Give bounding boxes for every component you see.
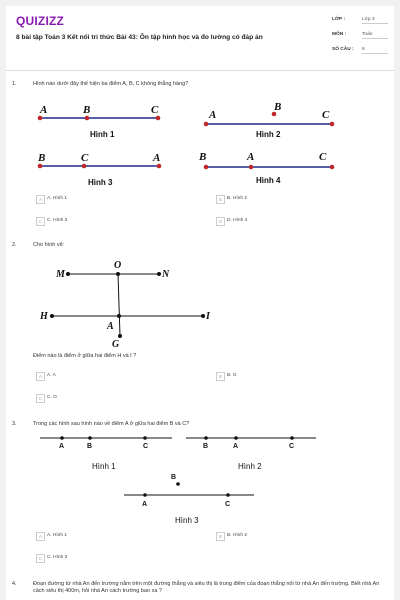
- option-letter: A: [36, 372, 45, 381]
- q2-label-a: A: [107, 321, 114, 332]
- option-text: B. Hình 2: [227, 196, 247, 201]
- q1-fig1-point-c: [156, 116, 161, 121]
- q1-fig3-caption: Hình 3: [88, 178, 113, 187]
- q3-fig2-label-c: C: [289, 443, 295, 450]
- option-letter: C: [36, 217, 45, 226]
- question-2-text: Cho hình vẽ:: [33, 242, 65, 248]
- option-text: C. O: [47, 395, 57, 400]
- q2-point-n: [157, 272, 161, 276]
- q3-fig3-point-a: [143, 493, 147, 497]
- q2-label-m: M: [56, 269, 65, 280]
- question-4-text: Đoạn đường từ nhà An đến trường nằm trên một đường thẳng và siêu thị là trung điểm của đoạn thẳng nối từ nhà An đến trường. Biết nhà An cách siêu thị 400m, hỏi nhà An cách trường bao xa ?: [33, 581, 380, 594]
- q1-fig2-point-c: [330, 122, 335, 127]
- q1-fig3-point-c: [82, 164, 87, 169]
- q3-fig3-point-c: [226, 493, 230, 497]
- q1-fig1-caption: Hình 1: [90, 130, 115, 139]
- question-3-text: Trong các hình sau hình nào về điểm A ở giữa hai điểm B và C?: [33, 421, 190, 427]
- question-1-figures: [6, 94, 394, 194]
- q3-fig2-caption: Hình 2: [238, 462, 262, 471]
- worksheet-page: [6, 6, 394, 600]
- question-4-number: 4.: [12, 581, 17, 587]
- q1-fig1-label-c: C: [151, 104, 159, 116]
- q3-fig1-label-b: B: [87, 443, 93, 450]
- q3-fig1-point-a: [60, 436, 64, 440]
- grade-label: LỚP :: [332, 17, 346, 22]
- q1-fig4-point-b: [204, 165, 209, 170]
- q3-fig2-point-b: [204, 436, 208, 440]
- grade-value: [362, 17, 388, 24]
- subject-value-text: Toán: [362, 32, 373, 37]
- q2-line-og: [118, 274, 120, 336]
- q1-fig4-point-a: [249, 165, 254, 170]
- subject-value: [362, 32, 388, 39]
- q1-fig4-caption: Hình 4: [256, 176, 281, 185]
- worksheet-header: [6, 6, 394, 71]
- q1-fig3-point-a: [157, 164, 162, 169]
- subject-label: MÔN :: [332, 32, 347, 37]
- worksheet-title: 8 bài tập Toán 3 Kết nối tri thức Bài 43: Ôn tập hình học và đo lường có đáp án: [16, 34, 263, 41]
- option-text: C. Hình 3: [47, 555, 68, 560]
- q2-point-h: [50, 314, 54, 318]
- option-letter: C: [36, 554, 45, 563]
- question-1-text: Hình nào dưới đây thể hiện ba điểm A, B, C không thẳng hàng?: [33, 81, 189, 87]
- option-letter: D: [216, 217, 225, 226]
- option-letter: A: [36, 532, 45, 541]
- q2-label-o: O: [114, 260, 122, 271]
- q1-fig1-point-b: [85, 116, 90, 121]
- q3-fig1-caption: Hình 1: [92, 462, 116, 471]
- q2-point-a: [117, 314, 121, 318]
- option-letter: C: [36, 394, 45, 403]
- q1-fig4-label-a: A: [247, 151, 255, 163]
- q1-fig1-label-b: B: [83, 104, 91, 116]
- q3-fig3-label-c: C: [225, 501, 231, 508]
- q3-fig1-label-a: A: [59, 443, 65, 450]
- question-3-figures: [6, 428, 394, 528]
- q1-fig2-label-c: C: [322, 109, 330, 121]
- q3-fig2-point-c: [290, 436, 294, 440]
- q2-point-m: [66, 272, 70, 276]
- q3-fig3-point-b: [176, 482, 180, 486]
- q3-fig3-label-b: B: [171, 474, 177, 481]
- q2-label-g: G: [112, 339, 120, 350]
- option-letter: A: [36, 195, 45, 204]
- q1-fig3-label-b: B: [38, 152, 46, 164]
- q3-fig3-caption: Hình 3: [175, 516, 199, 525]
- quizizz-logo: QUIZIZZ: [16, 14, 65, 28]
- option-text: B. G: [227, 373, 237, 378]
- count-value: [362, 47, 388, 54]
- q3-fig1-point-c: [143, 436, 147, 440]
- q2-label-n: N: [162, 269, 170, 280]
- option-letter: B: [216, 372, 225, 381]
- option-letter: B: [216, 195, 225, 204]
- q1-fig4-point-c: [330, 165, 335, 170]
- q1-fig1-label-a: A: [40, 104, 48, 116]
- q1-fig4-label-c: C: [319, 151, 327, 163]
- option-text: A. A: [47, 373, 56, 378]
- q2-label-i: I: [206, 311, 210, 322]
- count-value-text: 8: [362, 47, 365, 52]
- q1-fig3-label-c: C: [81, 152, 89, 164]
- question-2-subtext: Điểm nào là điểm ở giữa hai điểm H và I ?: [33, 353, 137, 359]
- option-text: A. Hình 1: [47, 533, 67, 538]
- grade-value-text: Lớp 3: [362, 17, 375, 22]
- count-label: SỐ CÂU :: [332, 47, 354, 52]
- q1-fig3-label-a: A: [153, 152, 161, 164]
- question-2-number: 2.: [12, 242, 17, 248]
- q3-fig2-label-b: B: [203, 443, 209, 450]
- q2-point-g: [118, 334, 122, 338]
- option-letter: B: [216, 532, 225, 541]
- question-3-number: 3.: [12, 421, 17, 427]
- question-2-figure: [6, 250, 394, 350]
- q1-fig2-point-a: [204, 122, 209, 127]
- q3-fig2-point-a: [234, 436, 238, 440]
- q2-label-h: H: [40, 311, 48, 322]
- q3-fig1-label-c: C: [143, 443, 149, 450]
- option-text: C. Hình 3: [47, 218, 68, 223]
- option-text: D. Hình 4: [227, 218, 248, 223]
- q3-fig1-point-b: [88, 436, 92, 440]
- q1-fig2-label-a: A: [209, 109, 217, 121]
- q1-fig2-caption: Hình 2: [256, 130, 281, 139]
- q1-fig4-label-b: B: [199, 151, 207, 163]
- q2-point-i: [201, 314, 205, 318]
- q1-fig3-point-b: [38, 164, 43, 169]
- option-text: A. Hình 1: [47, 196, 67, 201]
- q3-fig2-label-a: A: [233, 443, 239, 450]
- q3-fig3-label-a: A: [142, 501, 148, 508]
- q1-fig1-point-a: [38, 116, 43, 121]
- q1-fig2-label-b: B: [274, 101, 282, 113]
- option-text: B. Hình 2: [227, 533, 247, 538]
- question-1-number: 1.: [12, 81, 17, 87]
